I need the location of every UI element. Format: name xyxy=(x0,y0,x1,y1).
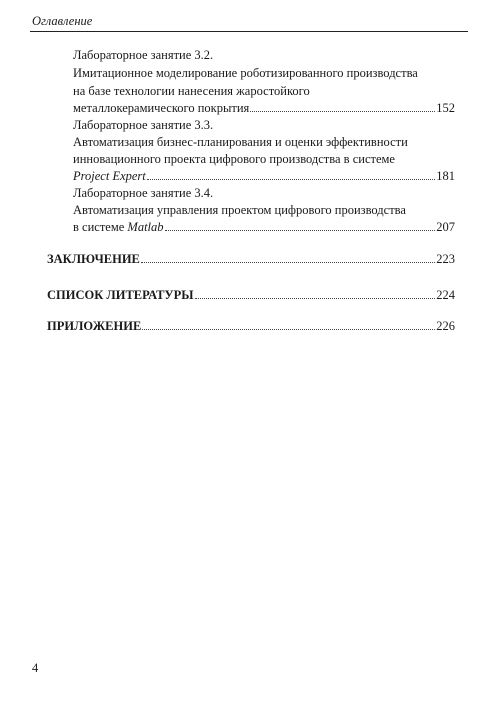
dot-leader xyxy=(142,318,435,330)
toc-entry-lab-3-3[interactable] xyxy=(73,168,455,184)
lab-3-2-title-line-1: Имитационное моделирование роботизированного производства xyxy=(73,66,418,80)
page-number: 224 xyxy=(436,288,455,302)
page-number: 152 xyxy=(436,101,455,115)
page-number: 181 xyxy=(436,169,455,183)
lab-3-3-title-line-3: Project Expert xyxy=(73,169,146,183)
page-number: 207 xyxy=(436,220,455,234)
dot-leader xyxy=(147,168,435,180)
running-header: Оглавление xyxy=(32,14,93,28)
lab-3-3-title-line-1: Автоматизация бизнес-планирования и оценки эффективности xyxy=(73,135,408,149)
toc-entry-conclusion[interactable] xyxy=(47,251,455,267)
lab-3-3-heading: Лабораторное занятие 3.3. xyxy=(73,118,214,132)
lab-3-4-heading: Лабораторное занятие 3.4. xyxy=(73,186,214,200)
lab-3-3-title-line-2: инновационного проекта цифрового производства в системе xyxy=(73,152,395,166)
lab-3-4-title-line-2 xyxy=(73,220,164,235)
dot-leader xyxy=(195,287,436,299)
header-rule xyxy=(30,31,468,32)
footer-page-number: 4 xyxy=(32,661,39,675)
lab-3-2-title-line-2: на базе технологии нанесения жаростойкого xyxy=(73,84,310,98)
dot-leader xyxy=(250,100,435,112)
lab-3-4-title-italic: Matlab xyxy=(127,220,164,234)
page-number: 223 xyxy=(436,252,455,266)
page-number: 226 xyxy=(436,319,455,333)
dot-leader xyxy=(165,219,436,231)
toc-entry-lab-3-2[interactable] xyxy=(73,100,455,116)
dot-leader xyxy=(141,251,435,263)
toc-entry-references[interactable] xyxy=(47,287,455,303)
toc-entry-appendix[interactable] xyxy=(47,318,455,334)
chapter-title: СПИСОК ЛИТЕРАТУРЫ xyxy=(47,288,194,302)
lab-3-4-title-line-1: Автоматизация управления проектом цифрового производства xyxy=(73,203,406,217)
lab-3-2-title-line-3: металлокерамического покрытия xyxy=(73,101,250,115)
chapter-title: ЗАКЛЮЧЕНИЕ xyxy=(47,252,140,266)
lab-3-4-title-prefix: в системе xyxy=(73,220,128,234)
toc-entry-lab-3-4[interactable] xyxy=(73,219,455,235)
lab-3-2-heading: Лабораторное занятие 3.2. xyxy=(73,48,214,62)
chapter-title: ПРИЛОЖЕНИЕ xyxy=(47,319,142,333)
